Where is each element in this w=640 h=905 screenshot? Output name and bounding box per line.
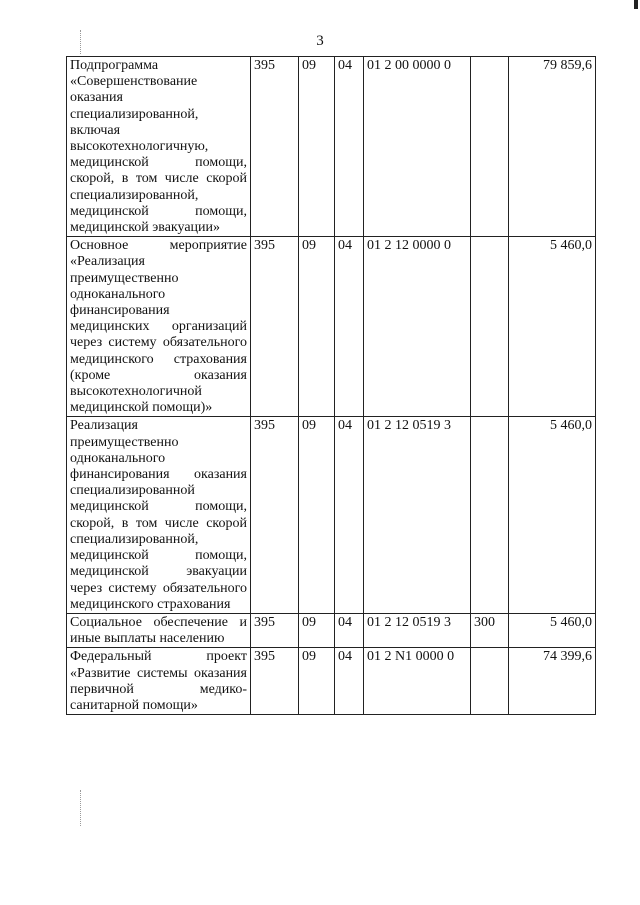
amount-cell: 79 859,6: [509, 57, 596, 237]
table-row: [67, 57, 596, 237]
section-code-cell: 09: [299, 648, 335, 715]
ministry-code-cell: 395: [251, 417, 299, 613]
section-code-cell: 09: [299, 57, 335, 237]
scan-corner-mark: [634, 0, 638, 9]
target-article-cell: 01 2 00 0000 0: [364, 57, 471, 237]
subsection-code-cell: 04: [335, 237, 364, 417]
expense-type-cell: [471, 237, 509, 417]
amount-cell: 74 399,6: [509, 648, 596, 715]
subsection-code-cell: 04: [335, 417, 364, 613]
subsection-code-cell: 04: [335, 613, 364, 647]
target-article-cell: 01 2 12 0000 0: [364, 237, 471, 417]
subsection-code-cell: 04: [335, 648, 364, 715]
ministry-code-cell: 395: [251, 237, 299, 417]
section-code-cell: 09: [299, 417, 335, 613]
page-number: 3: [316, 33, 324, 49]
row-name-cell: Подпрограмма «Совершенствование оказания специализированной, включая высокотехнологичную, медицинской помощи, скорой, в том числе скорой специализированной, медицинской помощи, медицинской эвакуации»: [67, 57, 251, 237]
target-article-cell: 01 2 12 0519 3: [364, 417, 471, 613]
expense-type-cell: [471, 417, 509, 613]
target-article-cell: 01 2 12 0519 3: [364, 613, 471, 647]
expense-type-cell: [471, 648, 509, 715]
amount-cell: 5 460,0: [509, 613, 596, 647]
row-name-cell: Федеральный проект «Развитие системы оказания первичной медико-санитарной помощи»: [67, 648, 251, 715]
amount-cell: 5 460,0: [509, 417, 596, 613]
table-row: [67, 648, 596, 715]
expense-type-cell: 300: [471, 613, 509, 647]
row-name-cell: Социальное обеспечение и иные выплаты населению: [67, 613, 251, 647]
table-row: [67, 417, 596, 613]
table-row: [67, 613, 596, 647]
expense-type-cell: [471, 57, 509, 237]
row-name-cell: Основное мероприятие «Реализация преимущественно одноканального финансирования медицинских организаций через систему обязательного медицинского страхования (кроме оказания высокотехнологичной медицинской помощи)»: [67, 237, 251, 417]
target-article-cell: 01 2 N1 0000 0: [364, 648, 471, 715]
section-code-cell: 09: [299, 237, 335, 417]
ministry-code-cell: 395: [251, 613, 299, 647]
table-row: [67, 237, 596, 417]
ministry-code-cell: 395: [251, 648, 299, 715]
ministry-code-cell: 395: [251, 57, 299, 237]
margin-scan-marks-bottom: [80, 790, 83, 826]
budget-table: [66, 56, 596, 715]
row-name-cell: Реализация преимущественно одноканального финансирования оказания специализированной медицинской помощи, скорой, в том числе скорой специализированной, медицинской помощи, медицинской эвакуации через систему обязательного медицинского страхования: [67, 417, 251, 613]
amount-cell: 5 460,0: [509, 237, 596, 417]
subsection-code-cell: 04: [335, 57, 364, 237]
section-code-cell: 09: [299, 613, 335, 647]
